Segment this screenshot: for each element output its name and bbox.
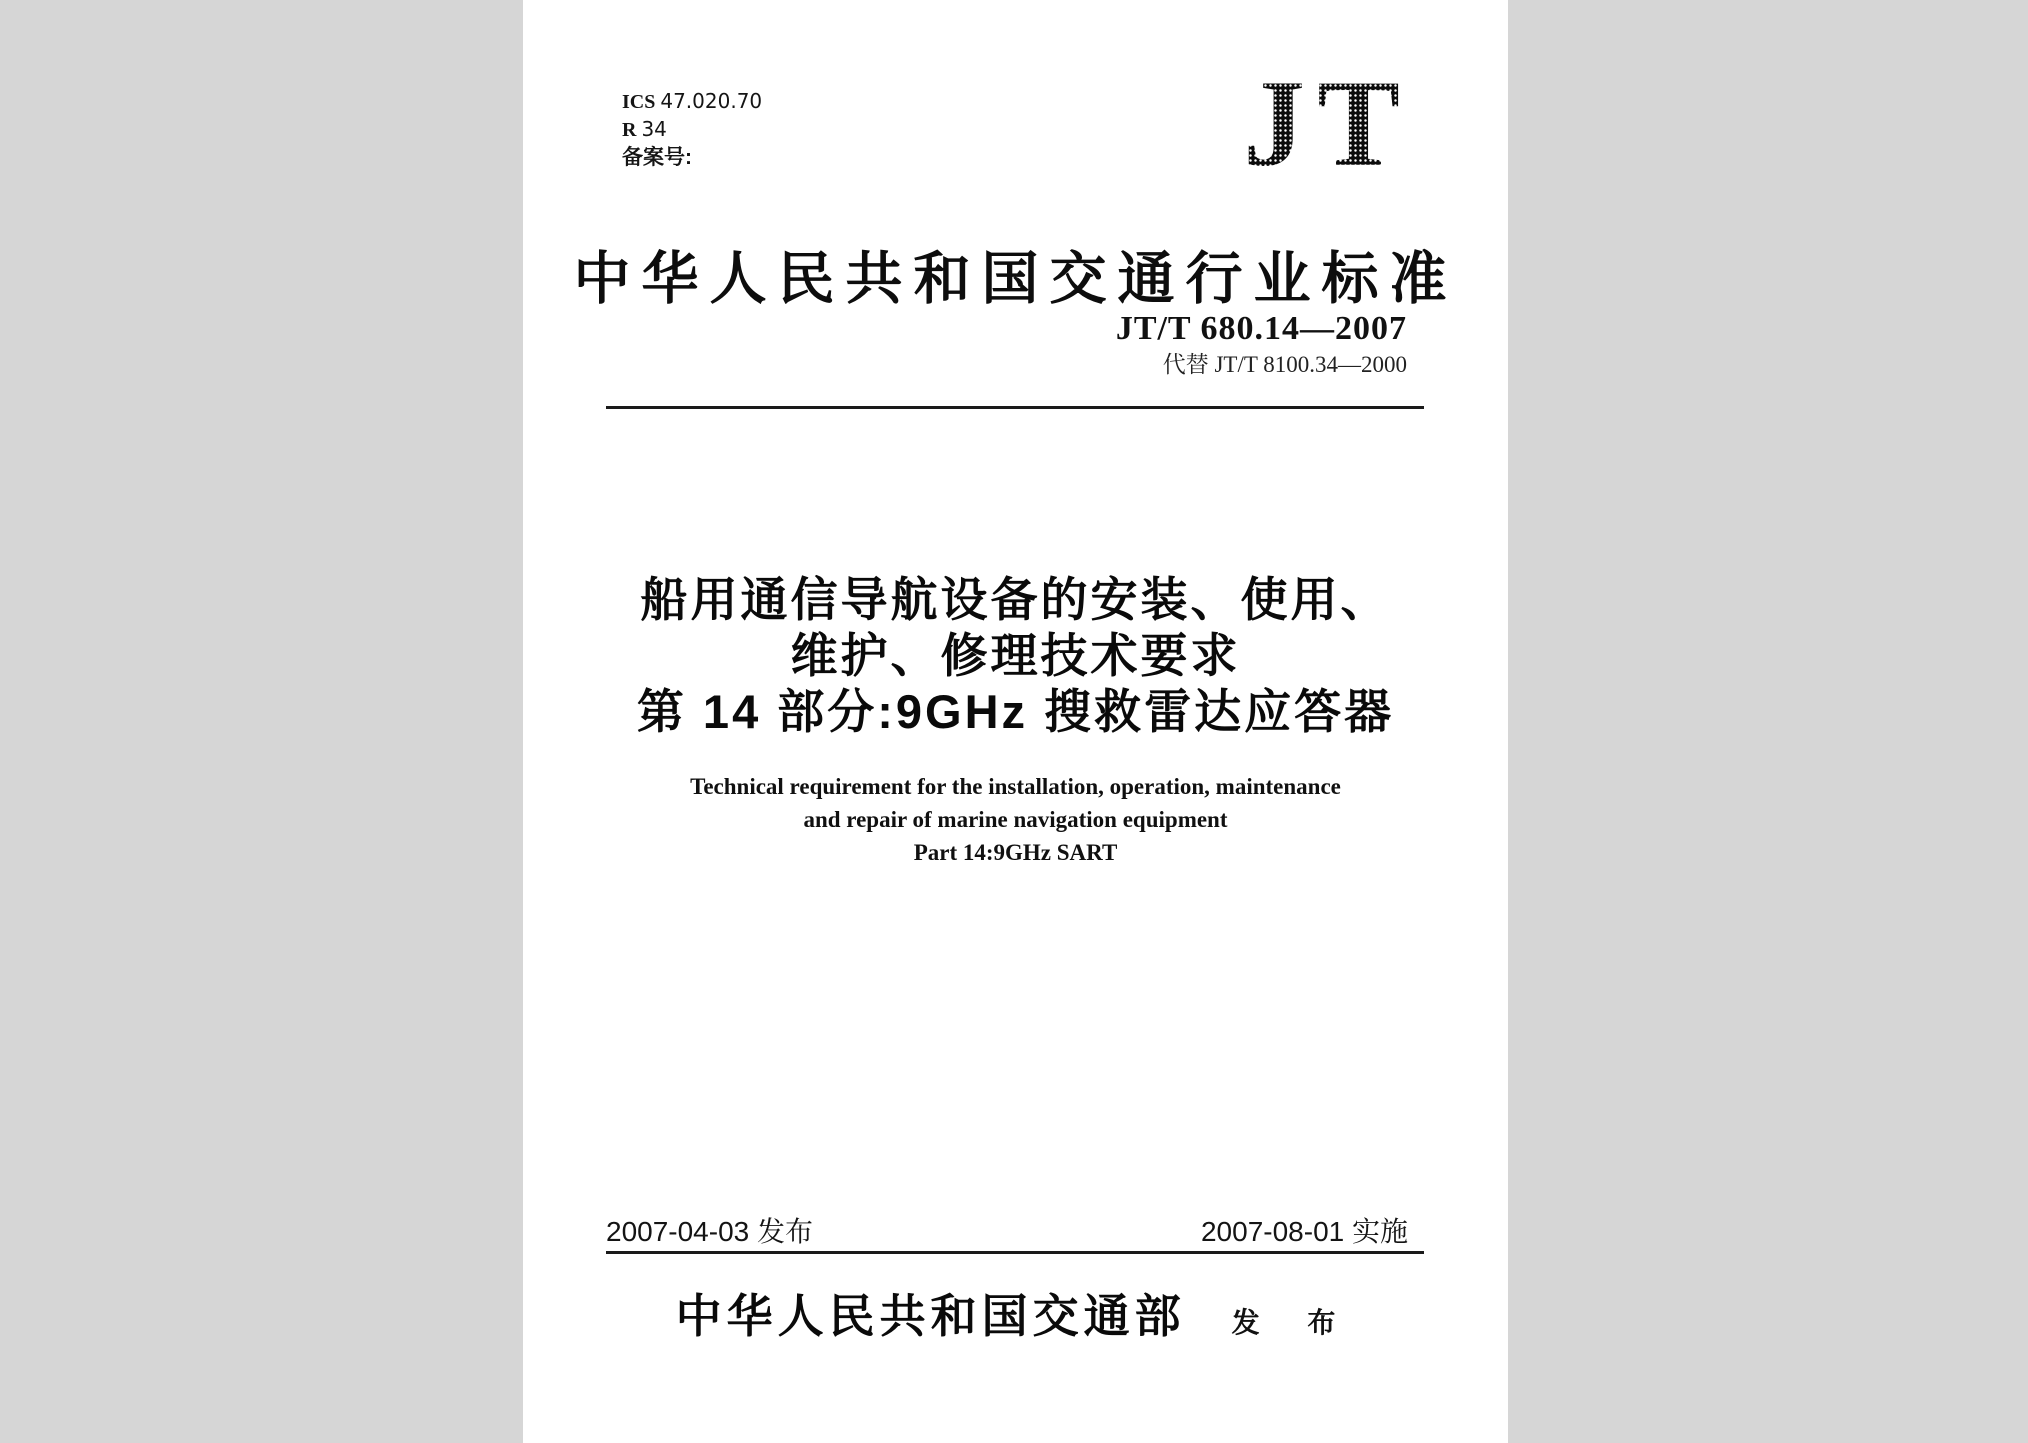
english-title (523, 770, 1508, 869)
chinese-title-line-2: 维护、修理技术要求 (790, 629, 1241, 682)
chinese-title (523, 572, 1508, 740)
jt-logo: JT (1243, 55, 1412, 192)
document-cover-page (523, 0, 1508, 1443)
dates-row (606, 1210, 1408, 1250)
english-title-line-1: Technical requirement for the installation, operation, maintenance (690, 774, 1341, 799)
class-label: R (622, 119, 637, 141)
chinese-title-line-1: 船用通信导航设备的安装、使用、 (640, 573, 1391, 626)
standard-number: JT/T 680.14—2007 (1115, 310, 1407, 347)
ics-number: 47.020.70 (660, 89, 763, 113)
record-number-line: 备案号: (622, 146, 692, 169)
ics-label: ICS (622, 91, 656, 113)
class-number: 34 (641, 117, 667, 141)
ics-code-line (622, 88, 762, 116)
replaces-note: 代替 JT/T 8100.34—2000 (1162, 352, 1407, 377)
english-title-line-2: and repair of marine navigation equipment (803, 807, 1228, 832)
implementation-date: 2007-08-01 实施 (1200, 1216, 1408, 1247)
standard-type-title: 中华人民共和国交通行业标准 (573, 248, 1458, 311)
chinese-title-line-3: 第 14 部分:9GHz 搜救雷达应答器 (636, 685, 1395, 738)
publish-label: 发 布 (1231, 1307, 1356, 1338)
footer-divider-line (606, 1251, 1424, 1254)
publisher-name: 中华人民共和国交通部 (675, 1291, 1186, 1342)
publisher-row (523, 1280, 1508, 1346)
standard-number-block (1116, 310, 1407, 380)
classification-codes (622, 88, 762, 171)
issue-date: 2007-04-03 发布 (606, 1216, 814, 1247)
english-title-line-3: Part 14:9GHz SART (913, 840, 1118, 865)
header-divider-line (606, 406, 1424, 409)
china-class-code-line (622, 116, 762, 144)
